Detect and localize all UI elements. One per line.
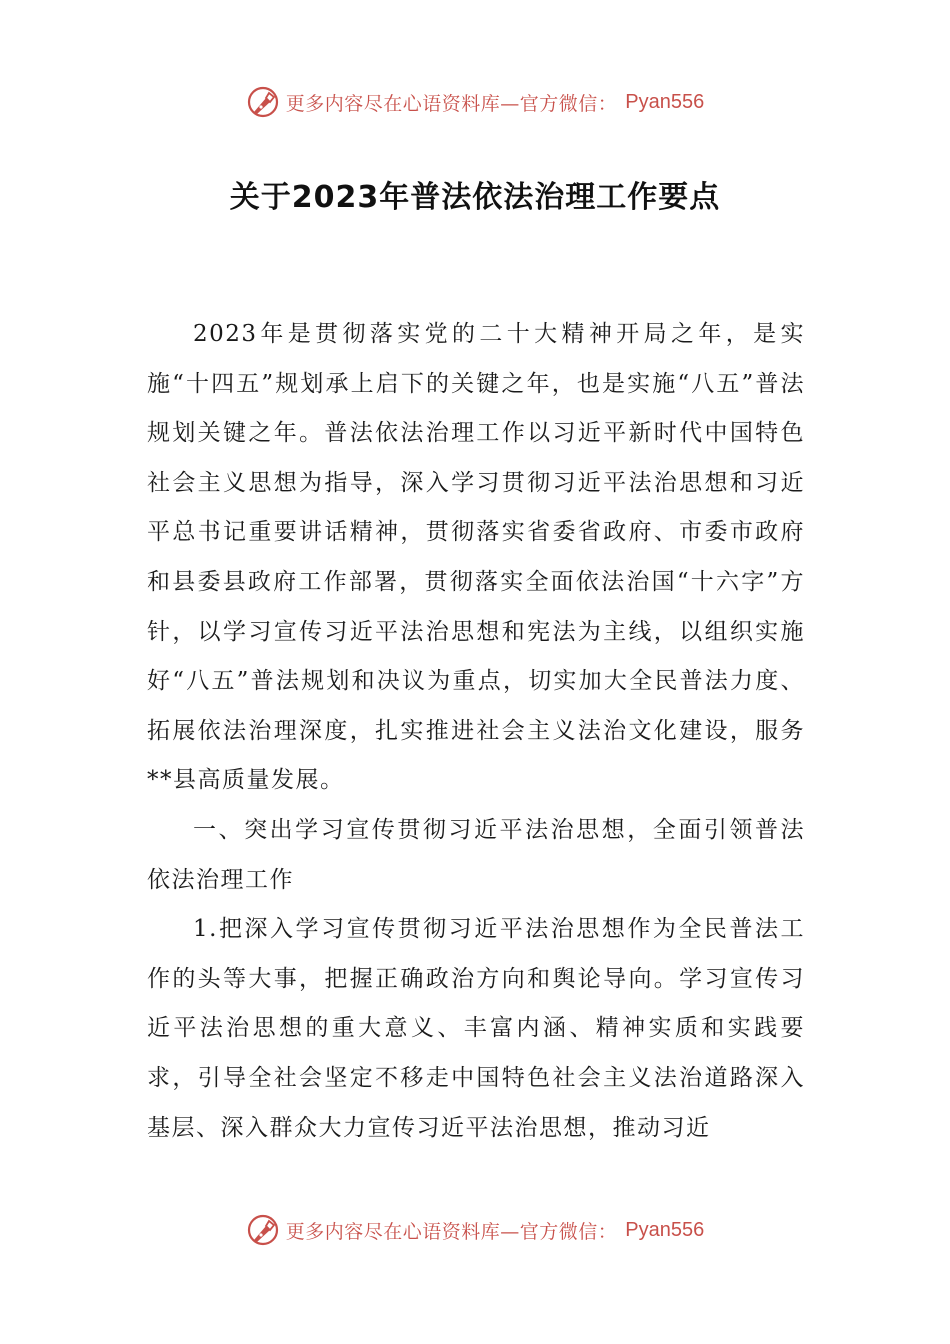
pen-nib-logo-icon (246, 1213, 280, 1247)
document-title: 关于2023年普法依法治理工作要点 (229, 180, 721, 215)
watermark-text: 更多内容尽在心语资料库—官方微信： (285, 1220, 618, 1243)
pen-nib-logo-icon (246, 85, 280, 119)
watermark-handle: Pyan556 (625, 1218, 705, 1241)
header-watermark (0, 82, 950, 122)
watermark-text: 更多内容尽在心语资料库—官方微信： (285, 92, 618, 115)
section-heading-1: 一、突出学习宣传贯彻习近平法治思想，全面引领普法依法治理工作 (147, 816, 805, 893)
footer-watermark (0, 1210, 950, 1250)
document-body (147, 310, 805, 1153)
watermark-handle: Pyan556 (625, 90, 705, 113)
paragraph-item-1: 1.把深入学习宣传贯彻习近平法治思想作为全民普法工作的头等大事，把握正确政治方向和舆论导向。学习宣传习近平法治思想的重大意义、丰富内涵、精神实质和实践要求，引导全社会坚定不移走中国特色社会主义法治道路深入基层、深入群众大力宣传习近平法治思想，推动习近 (147, 916, 805, 1141)
paragraph-intro: 2023年是贯彻落实党的二十大精神开局之年，是实施“十四五”规划承上启下的关键之年，也是实施“八五”普法规划关键之年。普法依法治理工作以习近平新时代中国特色社会主义思想为指导，深入学习贯彻习近平法治思想和习近平总书记重要讲话精神，贯彻落实省委省政府、市委市政府和县委县政府工作部署，贯彻落实全面依法治国“十六字”方针，以学习宣传习近平法治思想和宪法为主线，以组织实施好“八五”普法规划和决议为重点，切实加大全民普法力度、拓展依法治理深度，扎实推进社会主义法治文化建设，服务**县高质量发展。 (147, 321, 805, 794)
